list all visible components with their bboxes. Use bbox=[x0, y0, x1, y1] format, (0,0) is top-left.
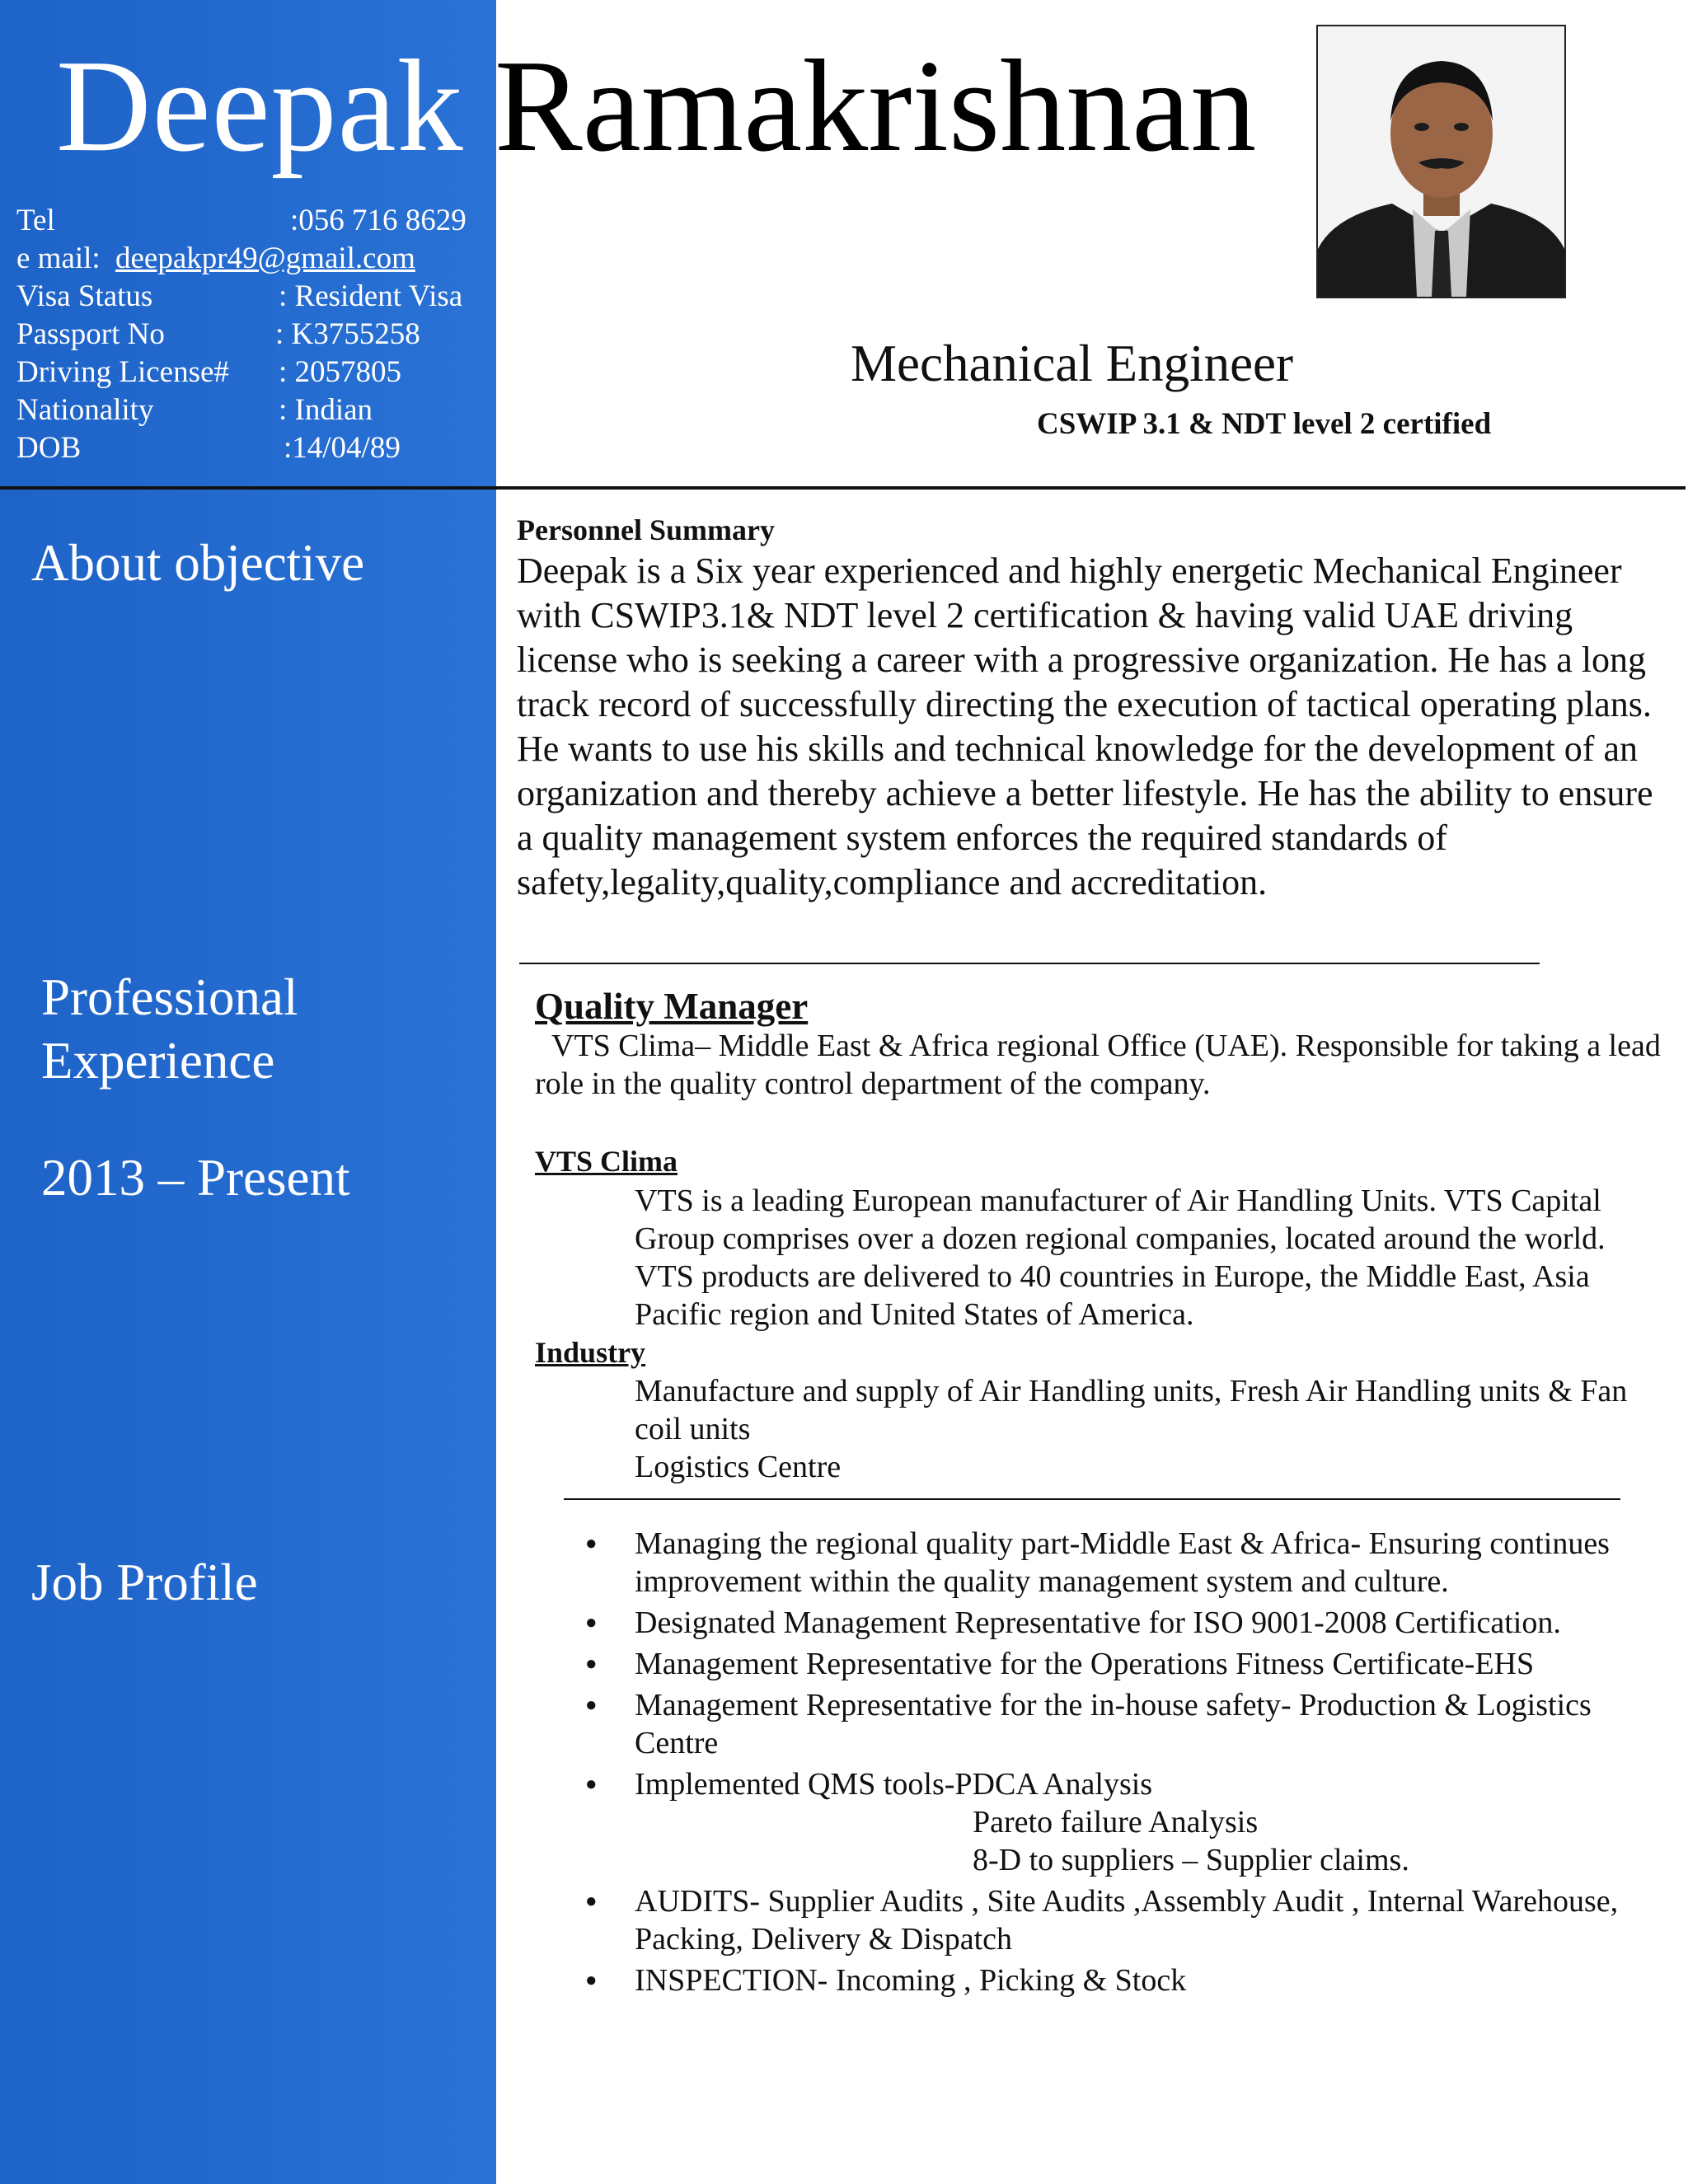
tel-label: Tel bbox=[16, 204, 55, 237]
role-title: Quality Manager bbox=[535, 986, 809, 1027]
list-item: ● AUDITS- Supplier Audits , Site Audits ,Assembly Audit , Internal Warehouse, Packing, Delivery & Dispatch bbox=[577, 1882, 1673, 1958]
industry-line1: Manufacture and supply of Air Handling units, Fresh Air Handling units & Fan coil units bbox=[635, 1374, 1628, 1446]
tel-value: :056 716 8629 bbox=[290, 204, 467, 237]
list-item: ● Designated Management Representative for ISO 9001-2008 Certification. bbox=[577, 1604, 1673, 1642]
last-name: Ramakrishnan bbox=[495, 32, 1257, 179]
email-link[interactable]: deepakpr49@gmail.com bbox=[115, 241, 415, 275]
qms-tool-pareto: Pareto failure Analysis bbox=[973, 1805, 1259, 1840]
company-heading: VTS Clima bbox=[535, 1145, 678, 1178]
first-name: Deepak bbox=[56, 32, 464, 179]
experience-heading-line1: Professional bbox=[41, 968, 298, 1026]
list-item: ● INSPECTION- Incoming , Picking & Stock bbox=[577, 1961, 1673, 1999]
industry-line2: Logistics Centre bbox=[635, 1450, 842, 1484]
contact-info bbox=[0, 202, 495, 474]
person-silhouette-icon bbox=[1318, 26, 1564, 297]
industry-heading: Industry bbox=[535, 1336, 646, 1369]
license-value: : 2057805 bbox=[279, 355, 402, 389]
passport-value: : K3755258 bbox=[275, 317, 420, 351]
passport-label: Passport No bbox=[16, 317, 165, 351]
license-label: Driving License# bbox=[16, 355, 229, 389]
about-objective-heading: About objective bbox=[31, 534, 365, 592]
list-item: ● Management Representative for the in-house safety- Production & Logistics Centre bbox=[577, 1686, 1673, 1762]
nationality-value: : Indian bbox=[279, 393, 373, 427]
list-item: ● Management Representative for the Operations Fitness Certificate-EHS bbox=[577, 1645, 1673, 1683]
experience-heading-line2: Experience bbox=[41, 1032, 275, 1090]
visa-label: Visa Status bbox=[16, 279, 153, 313]
job-profile-list bbox=[577, 1525, 1673, 2003]
role-description: VTS Clima– Middle East & Africa regional Office (UAE). Responsible for taking a lead role in the quality control department of the company. bbox=[535, 1029, 1661, 1101]
experience-divider bbox=[564, 1498, 1620, 1500]
job-title: Mechanical Engineer bbox=[851, 335, 1293, 392]
profile-photo bbox=[1316, 25, 1566, 298]
visa-value: : Resident Visa bbox=[279, 279, 463, 313]
email-label: e mail: bbox=[16, 241, 101, 275]
list-item bbox=[577, 1765, 1673, 1879]
company-description: VTS is a leading European manufacturer of Air Handling Units. VTS Capital Group comprises over a dozen regional companies, located around the world. VTS products are delivered to 40 countries in Europe, the Middle East, Asia Pacific region and United States of America. bbox=[635, 1183, 1606, 1332]
dob-label: DOB bbox=[16, 431, 82, 465]
qms-tool-8d: 8-D to suppliers – Supplier claims. bbox=[973, 1843, 1409, 1877]
dob-value: :14/04/89 bbox=[284, 431, 401, 465]
experience-period: 2013 – Present bbox=[41, 1149, 350, 1207]
qms-tool-pdca: Implemented QMS tools-PDCA Analysis bbox=[635, 1767, 1153, 1802]
summary-heading: Personnel Summary bbox=[517, 513, 775, 546]
summary-text: Deepak is a Six year experienced and highly energetic Mechanical Engineer with CSWIP3.1& NDT level 2 certification & having valid UAE driving license who is seeking a career with a progressive organization. He has a long track record of successfully directing the execution of tactical operating plans. He wants to use his skills and technical knowledge for the development of an organization and thereby achieve a better lifestyle. He has the ability to ensure a quality management system enforces the required standards of safety,legality,quality,compliance and accreditation. bbox=[517, 551, 1653, 902]
list-item: ● Managing the regional quality part-Middle East & Africa- Ensuring continues improvement within the quality management system and culture. bbox=[577, 1525, 1673, 1601]
header-divider bbox=[0, 486, 1686, 490]
certification-line: CSWIP 3.1 & NDT level 2 certified bbox=[1037, 407, 1492, 441]
job-profile-heading: Job Profile bbox=[31, 1554, 258, 1611]
summary-divider bbox=[519, 963, 1540, 964]
nationality-label: Nationality bbox=[16, 393, 154, 427]
